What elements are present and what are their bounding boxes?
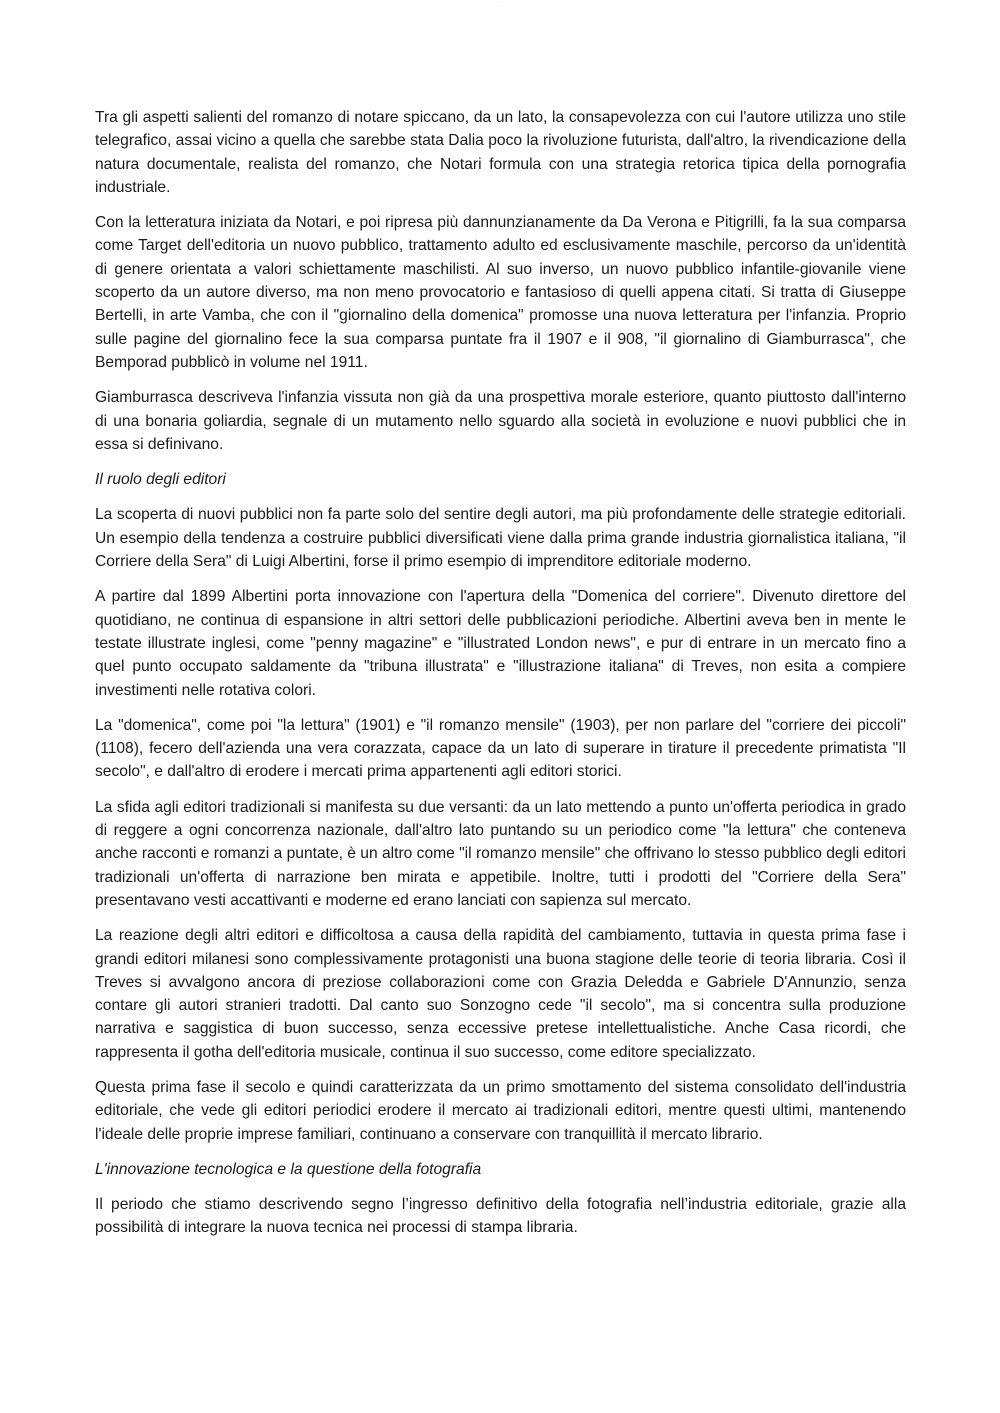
paragraph: Questa prima fase il secolo e quindi caratterizzata da un primo smottamento del sistema consolidato dell'industria editoriale, che vede gli editori periodici erodere il mercato ai tradizionali editori, mentre questi ultimi, mantenendo l'ideale delle proprie imprese familiari, continuano a conservare con tranquillità il mercato librario. (95, 1078, 906, 1143)
document-page (95, 106, 906, 1252)
paragraph: Con la letteratura iniziata da Notari, e poi ripresa più dannunzianamente da Da Verona e Pitigrilli, fa la sua comparsa come Target dell'editoria un nuovo pubblico, trattamento adulto ed esclusivamente maschile, percorso da un'identità di genere orientata a valori schiettamente maschilisti. Al suo inverso, un nuovo pubblico infantile-giovanile viene scoperto da un autore diverso, ma non meno provocatorio e fantasioso di quelli appena citati. Si tratta di Giuseppe Bertelli, in arte Vamba, che con il "giornalino della domenica" promosse una nuova letteratura per l'infanzia. Proprio sulle pagine del giornalino fece la sua comparsa puntate fra il 1907 e il 908, "il giornalino di Giamburrasca", che Bemporad pubblicò in volume nel 1911. (95, 214, 906, 371)
page-header-mark: · · · · · (495, 0, 505, 3)
paragraph: La reazione degli altri editori e difficoltosa a causa della rapidità del cambiamento, tuttavia in questa prima fase i grandi editori milanesi sono complessivamente protagonisti una buona stagione delle teorie di teoria libraria. Così il Treves si avvalgono ancora di preziose collaborazioni come con Grazia Deledda e Gabriele D'Annunzio, senza contare gli autori stranieri tradotti. Dal canto suo Sonzogno cede "il secolo", ma si concentra sulla produzione narrativa e saggistica di buon successo, senza eccessive pretese intellettualistiche. Anche Casa ricordi, che rappresenta il gotha dell'editoria musicale, continua il suo successo, come editore specializzato. (95, 927, 906, 1061)
paragraph: La scoperta di nuovi pubblici non fa parte solo del sentire degli autori, ma più profondamente delle strategie editoriali. Un esempio della tendenza a costruire pubblici diversificati viene dalla prima grande industria giornalistica italiana, "il Corriere della Sera" di Luigi Albertini, forse il primo esempio di imprenditore editoriale moderno. (95, 506, 906, 571)
paragraph: Giamburrasca descriveva l'infanzia vissuta non già da una prospettiva morale esteriore, quanto piuttosto dall'interno di una bonaria goliardia, segnale di un mutamento nello sguardo alla società in evoluzione e nuovi pubblici che in essa si definivano. (95, 389, 906, 453)
section-heading: L'innovazione tecnologica e la questione della fotografia (95, 1160, 482, 1178)
paragraph: Tra gli aspetti salienti del romanzo di notare spiccano, da un lato, la consapevolezza con cui l'autore utilizza uno stile telegrafico, assai vicino a quella che sarebbe stata Dalia poco la rivoluzione futurista, dall'altro, la rivendicazione della natura documentale, realista del romanzo, che Notari formula con una strategia retorica tipica della pornografia industriale. (95, 109, 906, 196)
paragraph: La "domenica", come poi "la lettura" (1901) e "il romanzo mensile" (1903), per non parlare del "corriere dei piccoli" (1108), fecero dell'azienda una vera corazzata, capace da un lato di superare in tirature il precedente primatista "Il secolo", e dall'altro di erodere i mercati prima appartenenti agli editori storici. (95, 716, 906, 781)
paragraph: A partire dal 1899 Albertini porta innovazione con l'apertura della "Domenica del corriere". Divenuto direttore del quotidiano, ne continua di espansione in altri settori delle pubblicazioni periodiche. Albertini aveva ben in mente le testate illustrate inglesi, come "penny magazine" e "illustrated London news", e pur di entrare in un mercato fino a quel punto occupato saldamente da "tribuna illustrata" e "illustrazione italiana" di Treves, non esita a compiere investimenti nelle rotativa colori. (95, 588, 906, 699)
paragraph: La sfida agli editori tradizionali si manifesta su due versanti: da un lato mettendo a punto un'offerta periodica in grado di reggere a ogni concorrenza nazionale, dall'altro lato puntando su un periodico come "la lettura" che conteneva anche racconti e romanzi a puntate, è un altro come "il romanzo mensile" che offrivano lo stesso pubblico degli editori tradizionali un'offerta di narrazione ben mirata e appetibile. Inoltre, tutti i prodotti del "Corriere della Sera" presentavano vesti accattivanti e moderne ed erano lanciati con sapienza sul mercato. (95, 798, 906, 909)
section-heading: Il ruolo degli editori (95, 471, 226, 489)
paragraph: Il periodo che stiamo descrivendo segno l’ingresso definitivo della fotografia nell’industria editoriale, grazie alla possibilità di integrare la nuova tecnica nei processi di stampa libraria. (95, 1196, 906, 1237)
